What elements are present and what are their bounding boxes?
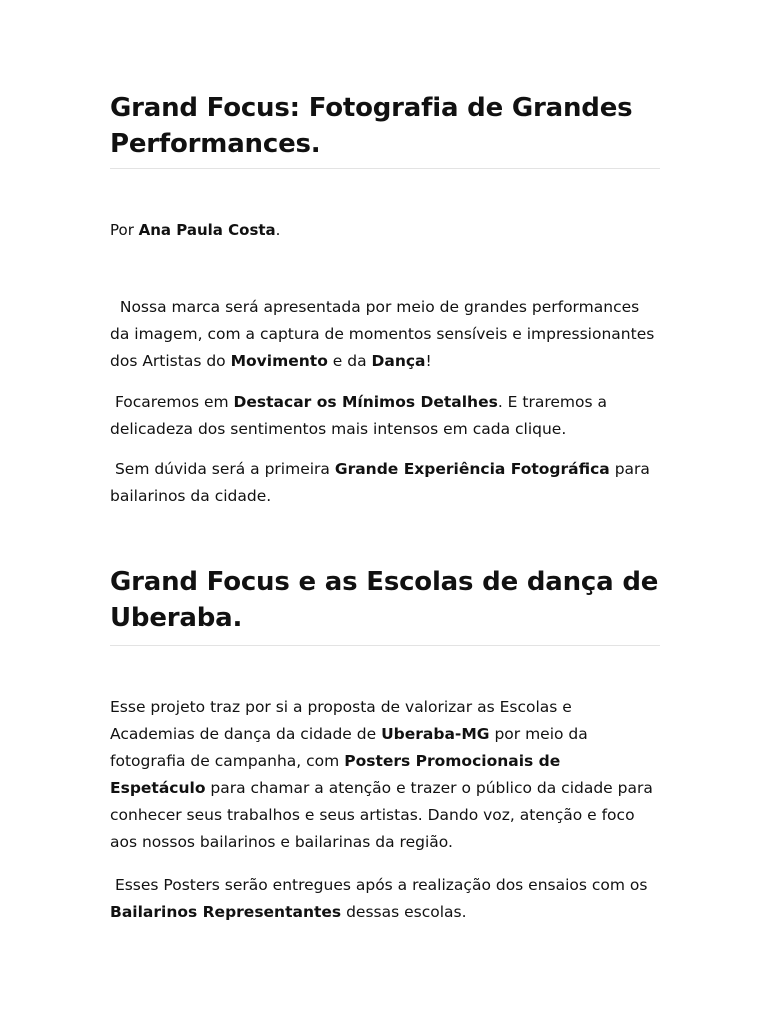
byline-author: Ana Paula Costa <box>138 221 276 239</box>
section-p2-text-1: Esses Posters serão entregues após a realização dos ensaios com os <box>110 876 653 894</box>
section-p2-text-2: dessas escolas. <box>341 903 467 921</box>
section-paragraph-2 <box>110 872 660 926</box>
section-paragraph-1 <box>110 694 660 856</box>
section-divider <box>110 645 660 646</box>
intro-p1-bold-1: Movimento <box>230 352 328 370</box>
section-p1-text-3: para chamar a atenção e trazer o público da cidade para conhecer seus trabalhos e seus artistas. Dando voz, atenção e foco aos nossos bailarinos e bailarinas da região. <box>110 779 658 851</box>
title-divider <box>110 168 660 169</box>
intro-p3-text-1: Sem dúvida será a primeira <box>110 460 335 478</box>
byline-suffix: . <box>275 221 281 239</box>
title-brand: Grand Focus <box>110 93 290 123</box>
intro-paragraph-1 <box>110 294 660 375</box>
section-p1-text-2: por meio da fotografia de campanha, com <box>110 725 593 770</box>
byline-prefix: Por <box>110 221 139 239</box>
section-p1-bold-1: Uberaba-MG <box>381 725 490 743</box>
section-p1-text-1: Esse projeto traz por si a proposta de valorizar as Escolas e Academias de dança da cidade de <box>110 698 577 743</box>
byline <box>110 220 280 240</box>
intro-p2-text-2: . E traremos a delicadeza dos sentimentos mais intensos em cada clique. <box>110 393 612 438</box>
section-p2-bold-1: Bailarinos Representantes <box>110 903 342 921</box>
intro-paragraph-3 <box>110 456 660 510</box>
intro-paragraph-2 <box>110 389 660 443</box>
intro-p2-bold-1: Destacar os Mínimos Detalhes <box>233 393 498 411</box>
section-p1-bold-2: Posters Promocionais de Espetáculo <box>110 752 566 797</box>
intro-p2-text-1: Focaremos em <box>110 393 234 411</box>
intro-p3-bold-1: Grande Experiência Fotográfica <box>334 460 610 478</box>
intro-p1-text-1: Nossa marca será apresentada por meio de grandes performances da imagem, com a captura de momentos sensíveis e impressionantes dos Artistas do <box>110 298 660 370</box>
intro-p1-bold-2: Dança <box>371 352 426 370</box>
intro-p1-text-2: e da <box>327 352 372 370</box>
title-rest: : Fotografia de Grandes Performances. <box>110 93 633 159</box>
intro-p3-text-2: para bailarinos da cidade. <box>110 460 655 505</box>
page-title <box>110 90 660 162</box>
section-heading: Grand Focus e as Escolas de dança de Uberaba. <box>110 567 659 633</box>
intro-p1-text-3: ! <box>425 352 432 370</box>
